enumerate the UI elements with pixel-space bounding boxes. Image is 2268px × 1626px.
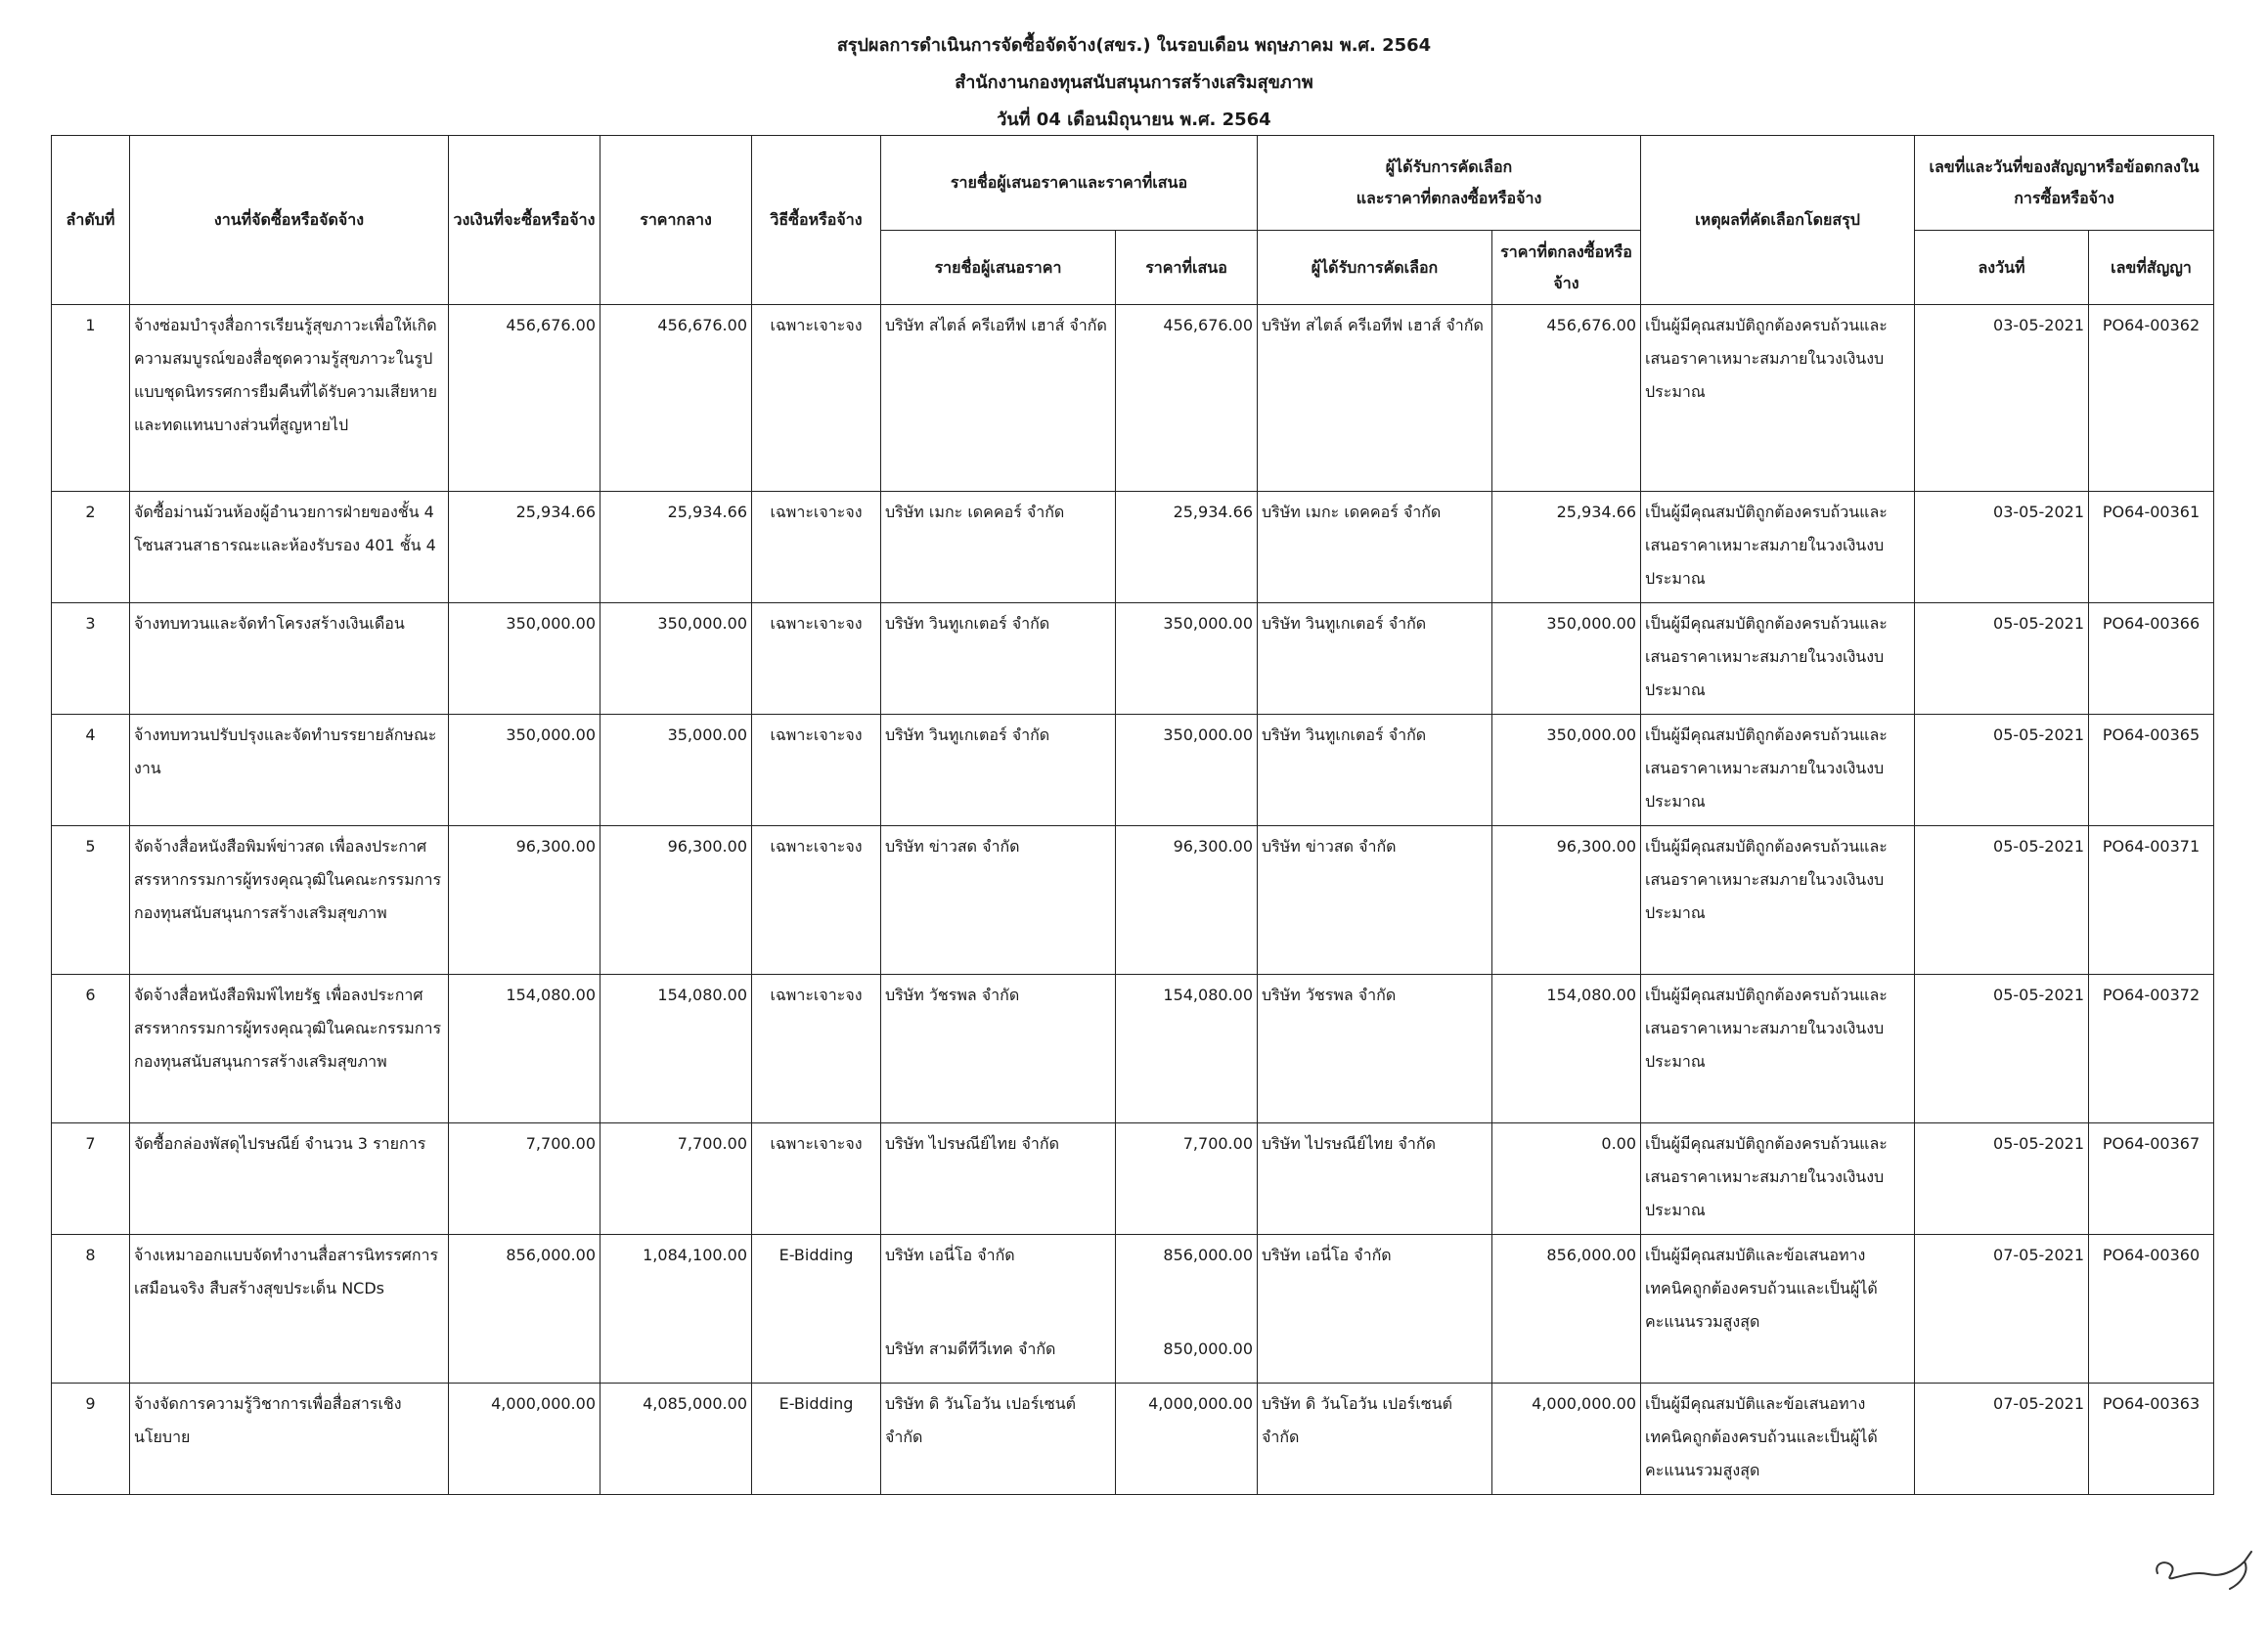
header-method: วิธีซื้อหรือจ้าง [752,136,881,305]
cell-bidder: บริษัท วินทูเกเตอร์ จำกัด [881,715,1116,826]
cell-agreed: 456,676.00 [1492,305,1641,492]
cell-budget: 25,934.66 [449,492,600,603]
cell-bid: 7,700.00 [1116,1123,1258,1235]
cell-median: 154,080.00 [600,975,752,1123]
table-row [52,603,2214,715]
cell-budget: 350,000.00 [449,715,600,826]
cell-method: เฉพาะเจาะจง [752,1123,881,1235]
cell-no: 3 [52,603,130,715]
cell-bidder: บริษัท วัชรพล จำกัด [881,975,1116,1123]
cell-bid: 4,000,000.00 [1116,1384,1258,1495]
cell-method: เฉพาะเจาะจง [752,975,881,1123]
cell-date: 05-05-2021 [1915,715,2089,826]
cell-reason: เป็นผู้มีคุณสมบัติถูกต้องครบถ้วนและเสนอราคาเหมาะสมภายในวงเงินงบประมาณ [1641,1123,1915,1235]
cell-budget: 154,080.00 [449,975,600,1123]
header-median-price: ราคากลาง [600,136,752,305]
cell-agreed: 4,000,000.00 [1492,1384,1641,1495]
cell-median: 350,000.00 [600,603,752,715]
bid-second: 850,000.00 [1163,1340,1253,1358]
cell-median: 1,084,100.00 [600,1235,752,1384]
cell-selected: บริษัท วินทูเกเตอร์ จำกัด [1258,603,1492,715]
cell-contract-no: PO64-00366 [2089,603,2214,715]
header-selected-group [1258,136,1641,231]
table-row [52,1235,2214,1384]
cell-contract-no: PO64-00367 [2089,1123,2214,1235]
bidder-second: บริษัท สามดีทีวีเทค จำกัด [885,1340,1056,1358]
cell-no: 8 [52,1235,130,1384]
procurement-table [51,135,2214,1495]
header-task: งานที่จัดซื้อหรือจัดจ้าง [130,136,449,305]
cell-date: 05-05-2021 [1915,975,2089,1123]
cell-date: 03-05-2021 [1915,492,2089,603]
cell-task: จัดซื้อกล่องพัสดุไปรษณีย์ จำนวน 3 รายการ [130,1123,449,1235]
cell-agreed: 0.00 [1492,1123,1641,1235]
cell-bidder: บริษัท สไตล์ ครีเอทีฟ เฮาส์ จำกัด [881,305,1116,492]
cell-bid: 25,934.66 [1116,492,1258,603]
header-reason: เหตุผลที่คัดเลือกโดยสรุป [1641,136,1915,305]
cell-task: จ้างซ่อมบำรุงสื่อการเรียนรู้สุขภาวะเพื่อให้เกิดความสมบูรณ์ของสื่อชุดความรู้สุขภาวะในรูปแบบชุดนิทรรศการยืมคืนที่ได้รับความเสียหายและทดแทนบางส่วนที่สูญหายไป [130,305,449,492]
cell-median: 35,000.00 [600,715,752,826]
cell-method: E-Bidding [752,1235,881,1384]
cell-median: 25,934.66 [600,492,752,603]
report-date: วันที่ 04 เดือนมิถุนายน พ.ศ. 2564 [997,110,1271,130]
cell-selected: บริษัท เอนี่โอ จำกัด [1258,1235,1492,1384]
cell-agreed: 96,300.00 [1492,826,1641,975]
cell-no: 5 [52,826,130,975]
header-contract-group: เลขที่และวันที่ของสัญญาหรือข้อตกลงในการซื้อหรือจ้าง [1915,136,2214,231]
table-row [52,975,2214,1123]
cell-task: จ้างเหมาออกแบบจัดทำงานสื่อสารนิทรรศการเสมือนจริง สืบสร้างสุขประเด็น NCDs [130,1235,449,1384]
cell-no: 2 [52,492,130,603]
table-row [52,1384,2214,1495]
header-selected-group-line2: และราคาที่ตกลงซื้อหรือจ้าง [1356,189,1542,207]
cell-no: 4 [52,715,130,826]
cell-agreed: 25,934.66 [1492,492,1641,603]
cell-median: 7,700.00 [600,1123,752,1235]
cell-reason: เป็นผู้มีคุณสมบัติถูกต้องครบถ้วนและเสนอราคาเหมาะสมภายในวงเงินงบประมาณ [1641,305,1915,492]
cell-median: 4,085,000.00 [600,1384,752,1495]
cell-bidder: บริษัท ไปรษณีย์ไทย จำกัด [881,1123,1116,1235]
cell-bid [1116,1235,1258,1384]
header-contract-date: ลงวันที่ [1915,231,2089,305]
cell-task: จัดซื้อม่านม้วนห้องผู้อำนวยการฝ่ายของชั้น 4 โซนสวนสาธารณะและห้องรับรอง 401 ชั้น 4 [130,492,449,603]
cell-agreed: 350,000.00 [1492,603,1641,715]
cell-contract-no: PO64-00371 [2089,826,2214,975]
header-agreed-price: ราคาที่ตกลงซื้อหรือจ้าง [1492,231,1641,305]
table-row [52,1123,2214,1235]
cell-selected: บริษัท ไปรษณีย์ไทย จำกัด [1258,1123,1492,1235]
cell-contract-no: PO64-00365 [2089,715,2214,826]
cell-reason: เป็นผู้มีคุณสมบัติถูกต้องครบถ้วนและเสนอราคาเหมาะสมภายในวงเงินงบประมาณ [1641,603,1915,715]
cell-task: จัดจ้างสื่อหนังสือพิมพ์ไทยรัฐ เพื่อลงประกาศสรรหากรรมการผู้ทรงคุณวุฒิในคณะกรรมการกองทุนสนับสนุนการสร้างเสริมสุขภาพ [130,975,449,1123]
cell-reason: เป็นผู้มีคุณสมบัติและข้อเสนอทางเทคนิคถูกต้องครบถ้วนและเป็นผู้ได้คะแนนรวมสูงสุด [1641,1235,1915,1384]
cell-method: E-Bidding [752,1384,881,1495]
header-contract-no: เลขที่สัญญา [2089,231,2214,305]
cell-selected: บริษัท เมกะ เดคคอร์ จำกัด [1258,492,1492,603]
table-row [52,826,2214,975]
header-bidders-group: รายชื่อผู้เสนอราคาและราคาที่เสนอ [881,136,1258,231]
cell-agreed: 154,080.00 [1492,975,1641,1123]
cell-method: เฉพาะเจาะจง [752,826,881,975]
cell-reason: เป็นผู้มีคุณสมบัติถูกต้องครบถ้วนและเสนอราคาเหมาะสมภายในวงเงินงบประมาณ [1641,492,1915,603]
cell-agreed: 350,000.00 [1492,715,1641,826]
handwritten-signature [2152,1548,2259,1592]
header-bid-price: ราคาที่เสนอ [1116,231,1258,305]
header-bidder-name: รายชื่อผู้เสนอราคา [881,231,1116,305]
cell-reason: เป็นผู้มีคุณสมบัติและข้อเสนอทางเทคนิคถูกต้องครบถ้วนและเป็นผู้ได้คะแนนรวมสูงสุด [1641,1384,1915,1495]
cell-bidder: บริษัท วินทูเกเตอร์ จำกัด [881,603,1116,715]
cell-selected: บริษัท ข่าวสด จำกัด [1258,826,1492,975]
cell-date: 05-05-2021 [1915,603,2089,715]
cell-median: 456,676.00 [600,305,752,492]
cell-bidder: บริษัท ดิ วันโอวัน เปอร์เซนต์ จำกัด [881,1384,1116,1495]
header-selected-name: ผู้ได้รับการคัดเลือก [1258,231,1492,305]
table-row [52,492,2214,603]
cell-no: 6 [52,975,130,1123]
table-row [52,715,2214,826]
table-row [52,305,2214,492]
bid-first: 856,000.00 [1163,1246,1253,1264]
cell-task: จัดจ้างสื่อหนังสือพิมพ์ข่าวสด เพื่อลงประกาศสรรหากรรมการผู้ทรงคุณวุฒิในคณะกรรมการกองทุนสนับสนุนการสร้างเสริมสุขภาพ [130,826,449,975]
cell-no: 9 [52,1384,130,1495]
cell-contract-no: PO64-00360 [2089,1235,2214,1384]
cell-method: เฉพาะเจาะจง [752,715,881,826]
header-budget: วงเงินที่จะซื้อหรือจ้าง [449,136,600,305]
header-selected-group-line1: ผู้ได้รับการคัดเลือก [1385,157,1513,176]
cell-reason: เป็นผู้มีคุณสมบัติถูกต้องครบถ้วนและเสนอราคาเหมาะสมภายในวงเงินงบประมาณ [1641,826,1915,975]
cell-bid: 350,000.00 [1116,715,1258,826]
cell-date: 05-05-2021 [1915,1123,2089,1235]
cell-bidder [881,1235,1116,1384]
cell-bidder: บริษัท เมกะ เดคคอร์ จำกัด [881,492,1116,603]
cell-reason: เป็นผู้มีคุณสมบัติถูกต้องครบถ้วนและเสนอราคาเหมาะสมภายในวงเงินงบประมาณ [1641,975,1915,1123]
cell-selected: บริษัท วินทูเกเตอร์ จำกัด [1258,715,1492,826]
cell-selected: บริษัท ดิ วันโอวัน เปอร์เซนต์ จำกัด [1258,1384,1492,1495]
cell-reason: เป็นผู้มีคุณสมบัติถูกต้องครบถ้วนและเสนอราคาเหมาะสมภายในวงเงินงบประมาณ [1641,715,1915,826]
cell-contract-no: PO64-00361 [2089,492,2214,603]
cell-budget: 856,000.00 [449,1235,600,1384]
cell-bid: 154,080.00 [1116,975,1258,1123]
cell-budget: 456,676.00 [449,305,600,492]
cell-selected: บริษัท สไตล์ ครีเอทีฟ เฮาส์ จำกัด [1258,305,1492,492]
cell-bid: 96,300.00 [1116,826,1258,975]
cell-bidder: บริษัท ข่าวสด จำกัด [881,826,1116,975]
cell-task: จ้างทบทวนปรับปรุงและจัดทำบรรยายลักษณะงาน [130,715,449,826]
cell-contract-no: PO64-00362 [2089,305,2214,492]
cell-bid: 456,676.00 [1116,305,1258,492]
cell-contract-no: PO64-00363 [2089,1384,2214,1495]
cell-method: เฉพาะเจาะจง [752,305,881,492]
cell-date: 05-05-2021 [1915,826,2089,975]
agency-name: สำนักงานกองทุนสนับสนุนการสร้างเสริมสุขภาพ [955,72,1313,93]
cell-bid: 350,000.00 [1116,603,1258,715]
cell-median: 96,300.00 [600,826,752,975]
cell-task: จ้างจัดการความรู้วิชาการเพื่อสื่อสารเชิงนโยบาย [130,1384,449,1495]
cell-budget: 7,700.00 [449,1123,600,1235]
report-title: สรุปผลการดำเนินการจัดซื้อจัดจ้าง(สขร.) ในรอบเดือน พฤษภาคม พ.ศ. 2564 [836,35,1432,56]
cell-contract-no: PO64-00372 [2089,975,2214,1123]
header-no: ลำดับที่ [52,136,130,305]
cell-no: 1 [52,305,130,492]
cell-date: 07-05-2021 [1915,1235,2089,1384]
cell-agreed: 856,000.00 [1492,1235,1641,1384]
cell-budget: 4,000,000.00 [449,1384,600,1495]
cell-budget: 96,300.00 [449,826,600,975]
cell-task: จ้างทบทวนและจัดทำโครงสร้างเงินเดือน [130,603,449,715]
cell-method: เฉพาะเจาะจง [752,603,881,715]
cell-date: 07-05-2021 [1915,1384,2089,1495]
bidder-first: บริษัท เอนี่โอ จำกัด [885,1246,1015,1264]
cell-method: เฉพาะเจาะจง [752,492,881,603]
cell-selected: บริษัท วัชรพล จำกัด [1258,975,1492,1123]
cell-no: 7 [52,1123,130,1235]
document-header [0,27,2268,139]
cell-budget: 350,000.00 [449,603,600,715]
cell-date: 03-05-2021 [1915,305,2089,492]
